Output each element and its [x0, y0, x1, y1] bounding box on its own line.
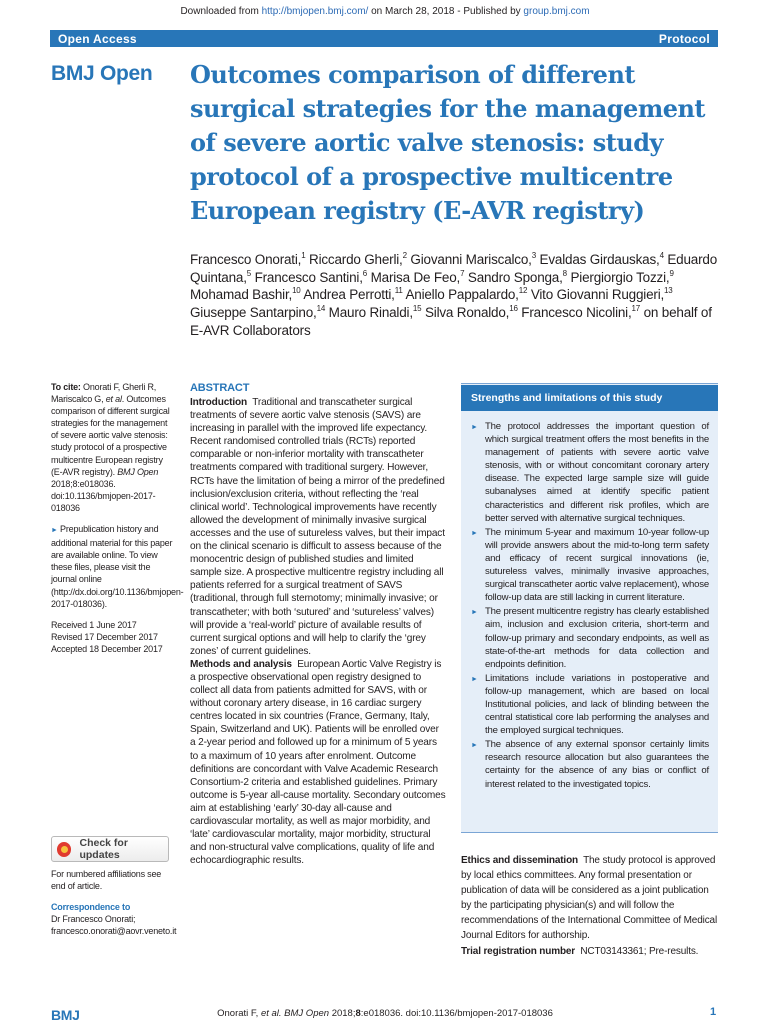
arrow-right-icon: ►: [471, 529, 478, 537]
affiliation-number: 5: [246, 268, 251, 278]
footer-citation: Onorati F, et al. BMJ Open 2018;8:e018036. doi:10.1136/bmjopen-2017-018036: [217, 1008, 553, 1019]
abstract-methods: Methods and analysis European Aortic Valve Registry is a prospective observational open registry designed to collect all data from patients admitted for SAVS, with or without coronary artery disease, in 16 cardiac surgery centres located in six countries (France, Germany, Italy, Spain, Switzerland and UK). Patients will be enrolled over a 2-year period and followed up for a minimum of 5 years to a maximum of 10 years after enrolment. Outcome definitions are concordant with Valve Academic Research Consortium-2 criteria and established guidelines. Primary outcome is 5-year all-cause mortality. Secondary outcomes aim at establishing ‘early’ 30-day all-cause and cardiovascular mortality, as well as major morbidity, and ‘late’ cardiovascular mortality, major morbidity, structural and non-structural valve complications, quality of life and echocardiographic results.: [190, 658, 446, 867]
strength-text: The absence of any external sponsor certainly limits research resource allocation but also guarantees the certainty for the absence of any bias or conflict of interest related to the investigated topics.: [485, 739, 709, 790]
affiliation-number: 7: [460, 268, 465, 278]
author-name: Evaldas Girdauskas,: [539, 252, 660, 267]
download-notice: Downloaded from http://bmjopen.bmj.com/ on March 28, 2018 - Published by group.bmj.com: [180, 6, 590, 17]
abstract-introduction: Introduction Traditional and transcatheter surgical treatments of severe aortic valve stenosis (SAVS) are increasing in parallel with the improved life expectancy. Recent randomised controlled trials (RCTs) reported comparable or non-inferior mortality with transcatheter treatments compared with traditional surgery. However, RCTs have the limitation of being a mirror of the predefined inclusion/exclusion criteria, without reflecting the ‘real clinical world’. Technological improvements have recently allowed the development of minimally invasive surgical accesses and the use of sutureless valves, but their impact on the clinical scenario is difficult to assess because of the monocentric design of published studies and limited sample size. A prospective multicentre registry including all patients referred for a surgical treatment of SAVS (traditional, through full sternotomy; minimally invasive; or transcatheter; with both ‘sutured’ and ‘sutureless’ valves) will provide a ‘real-world’ picture of available results of current surgical options and will help to clarify the ‘grey zones’ of current guidelines.: [190, 397, 445, 657]
collaborators-note: on behalf of E-AVR Collaborators: [190, 305, 712, 338]
affiliation-number: 8: [562, 268, 567, 278]
author-name: Francesco Onorati,: [190, 252, 302, 267]
check-for-updates-button[interactable]: Check for updates: [51, 836, 169, 862]
affiliation-number: 9: [669, 268, 674, 278]
crossmark-icon: [57, 842, 71, 857]
trial-label: Trial registration number: [461, 945, 576, 957]
affiliation-number: 4: [659, 251, 664, 260]
strengths-heading: Strengths and limitations of this study: [461, 385, 718, 411]
prepub-note: ► Prepublication history and additional material for this paper are available online. To view these files, please visit the journal online (http://dx.doi.org/10.1136/bmjopen-2017-018036).: [51, 524, 184, 609]
open-access-label: Open Access: [58, 31, 137, 46]
author-name: Francesco Santini,: [254, 269, 363, 285]
strength-text: Limitations include variations in postoperative and follow-up management, which are based on local Institutional policies, and lack of blinding between the central statistical core lab performing the analyses and the employed surgical techniques.: [485, 672, 709, 737]
correspondence-block: [51, 901, 175, 937]
received-date: Received 1 June 2017: [51, 619, 137, 630]
header-banner: [50, 30, 718, 47]
ethics-label: Ethics and dissemination: [461, 855, 578, 866]
author-name: Andrea Perrotti,: [303, 287, 395, 303]
ethics-text: The study protocol is approved by local ethics committees. Any formal presentation or publication of data will be considered as a joint publication by the participating physician(s) and will follow the recommendations of the International Committee of Medical Journal Editors for authorship.: [461, 855, 718, 942]
author-name: Riccardo Gherli,: [309, 252, 403, 267]
affiliation-number: 17: [631, 304, 641, 314]
affiliation-number: 16: [509, 304, 518, 314]
affiliation-number: 12: [518, 286, 528, 296]
correspondence-name: Dr Francesco Onorati;: [51, 914, 136, 925]
page-number: 1: [710, 1006, 717, 1018]
dates-block: [51, 619, 175, 655]
strength-text: The minimum 5-year and maximum 10-year follow-up will provide answers about the mid-to-long term safety and efficacy of recent surgical innovations (ie, sutureless valves, minimally invasive approaches, surgical transcatheter aortic valve replacement), whose follow-up data are still lacking in current literature.: [485, 526, 709, 604]
article-sidebar: [51, 381, 184, 664]
strength-item: [471, 605, 709, 670]
affiliation-number: 11: [394, 286, 403, 296]
arrow-right-icon: ►: [471, 424, 478, 431]
journal-logo: BMJ Open: [51, 62, 153, 85]
sidebar-bottom: [51, 868, 175, 937]
publisher-link[interactable]: group.bmj.com: [523, 6, 590, 17]
strengths-limitations-box: [461, 383, 718, 833]
strength-item: [471, 738, 709, 790]
strength-item: [471, 526, 709, 605]
strengths-list: [461, 411, 718, 791]
strength-text: The present multicentre registry has clearly established aim, inclusion and exclusion criteria, short-term and follow-up primary and secondary endpoints, as well as state-of-the-art methods for data collection and endpoints definition.: [485, 606, 709, 670]
citation-block: To cite: Onorati F, Gherli R, Mariscalco G, et al. Outcomes comparison of different surgical strategies for the management of severe aortic valve stenosis: study protocol of a prospective multicentre European registry (E-AVR registry). BMJ Open 2018;8:e018036. doi:10.1136/bmjopen-2017-018036: [51, 382, 170, 513]
author-name: Francesco Nicolini,: [521, 305, 632, 321]
affiliation-number: 13: [664, 286, 673, 296]
author-name: Mauro Rinaldi,: [328, 305, 413, 321]
ethics-section: [461, 853, 719, 959]
author-name: Marisa De Feo,: [370, 269, 461, 285]
author-list: [190, 251, 720, 340]
affiliation-number: 2: [402, 251, 407, 260]
author-name: Silva Ronaldo,: [424, 305, 510, 321]
affiliations-note: For numbered affiliations see end of article.: [51, 869, 162, 892]
arrow-right-icon: ►: [471, 742, 478, 750]
author-name: Giovanni Mariscalco,: [410, 252, 532, 267]
affiliation-number: 15: [412, 304, 422, 314]
article-type-label: Protocol: [658, 31, 710, 46]
footer-bmj-logo: BMJ: [51, 1007, 80, 1023]
affiliation-number: 3: [531, 251, 536, 260]
article-title: Outcomes comparison of different surgical strategies for the management of severe aortic valve stenosis: study protocol of a prospective multicentre European registry (E-AVR registry): [190, 60, 706, 225]
author-name: Giuseppe Santarpino,: [190, 305, 317, 321]
arrow-right-icon: ►: [471, 675, 478, 683]
author-name: Sandro Sponga,: [467, 269, 563, 285]
bmjopen-link[interactable]: http://bmjopen.bmj.com/: [261, 6, 369, 17]
arrow-right-icon: ►: [51, 527, 58, 535]
abstract-heading: ABSTRACT: [190, 382, 250, 394]
affiliation-number: 14: [316, 304, 326, 314]
arrow-right-icon: ►: [471, 609, 478, 617]
author-name: Vito Giovanni Ruggieri,: [530, 287, 665, 303]
author-name: Mohamad Bashir,: [190, 287, 293, 303]
accepted-date: Accepted 18 December 2017: [51, 643, 163, 654]
revised-date: Revised 17 December 2017: [51, 631, 158, 642]
affiliation-number: 6: [362, 268, 368, 278]
correspondence-email[interactable]: francesco.onorati@aovr.veneto.it: [51, 926, 177, 937]
author-name: Aniello Pappalardo,: [405, 287, 519, 303]
strength-text: The protocol addresses the important question of which surgical treatment offers the most benefits in the management of patients with severe aortic valve stenosis, with or without concomitant coronary artery disease. The expected large sample size will guide subanalyses aimed at identify specific patient characteristics and different risk profiles, which are better served with alternative surgical techniques.: [485, 421, 709, 524]
affiliation-number: 1: [301, 251, 306, 260]
author-name: Eduardo Quintana,: [190, 252, 718, 285]
correspondence-heading: Correspondence to: [51, 902, 131, 913]
abstract-section: [190, 382, 446, 867]
trial-number: NCT03143361; Pre-results.: [580, 945, 699, 957]
affiliation-number: 10: [292, 286, 301, 296]
author-name: Piergiorgio Tozzi,: [570, 269, 670, 285]
strength-item: [471, 672, 709, 737]
strength-item: [471, 420, 709, 525]
